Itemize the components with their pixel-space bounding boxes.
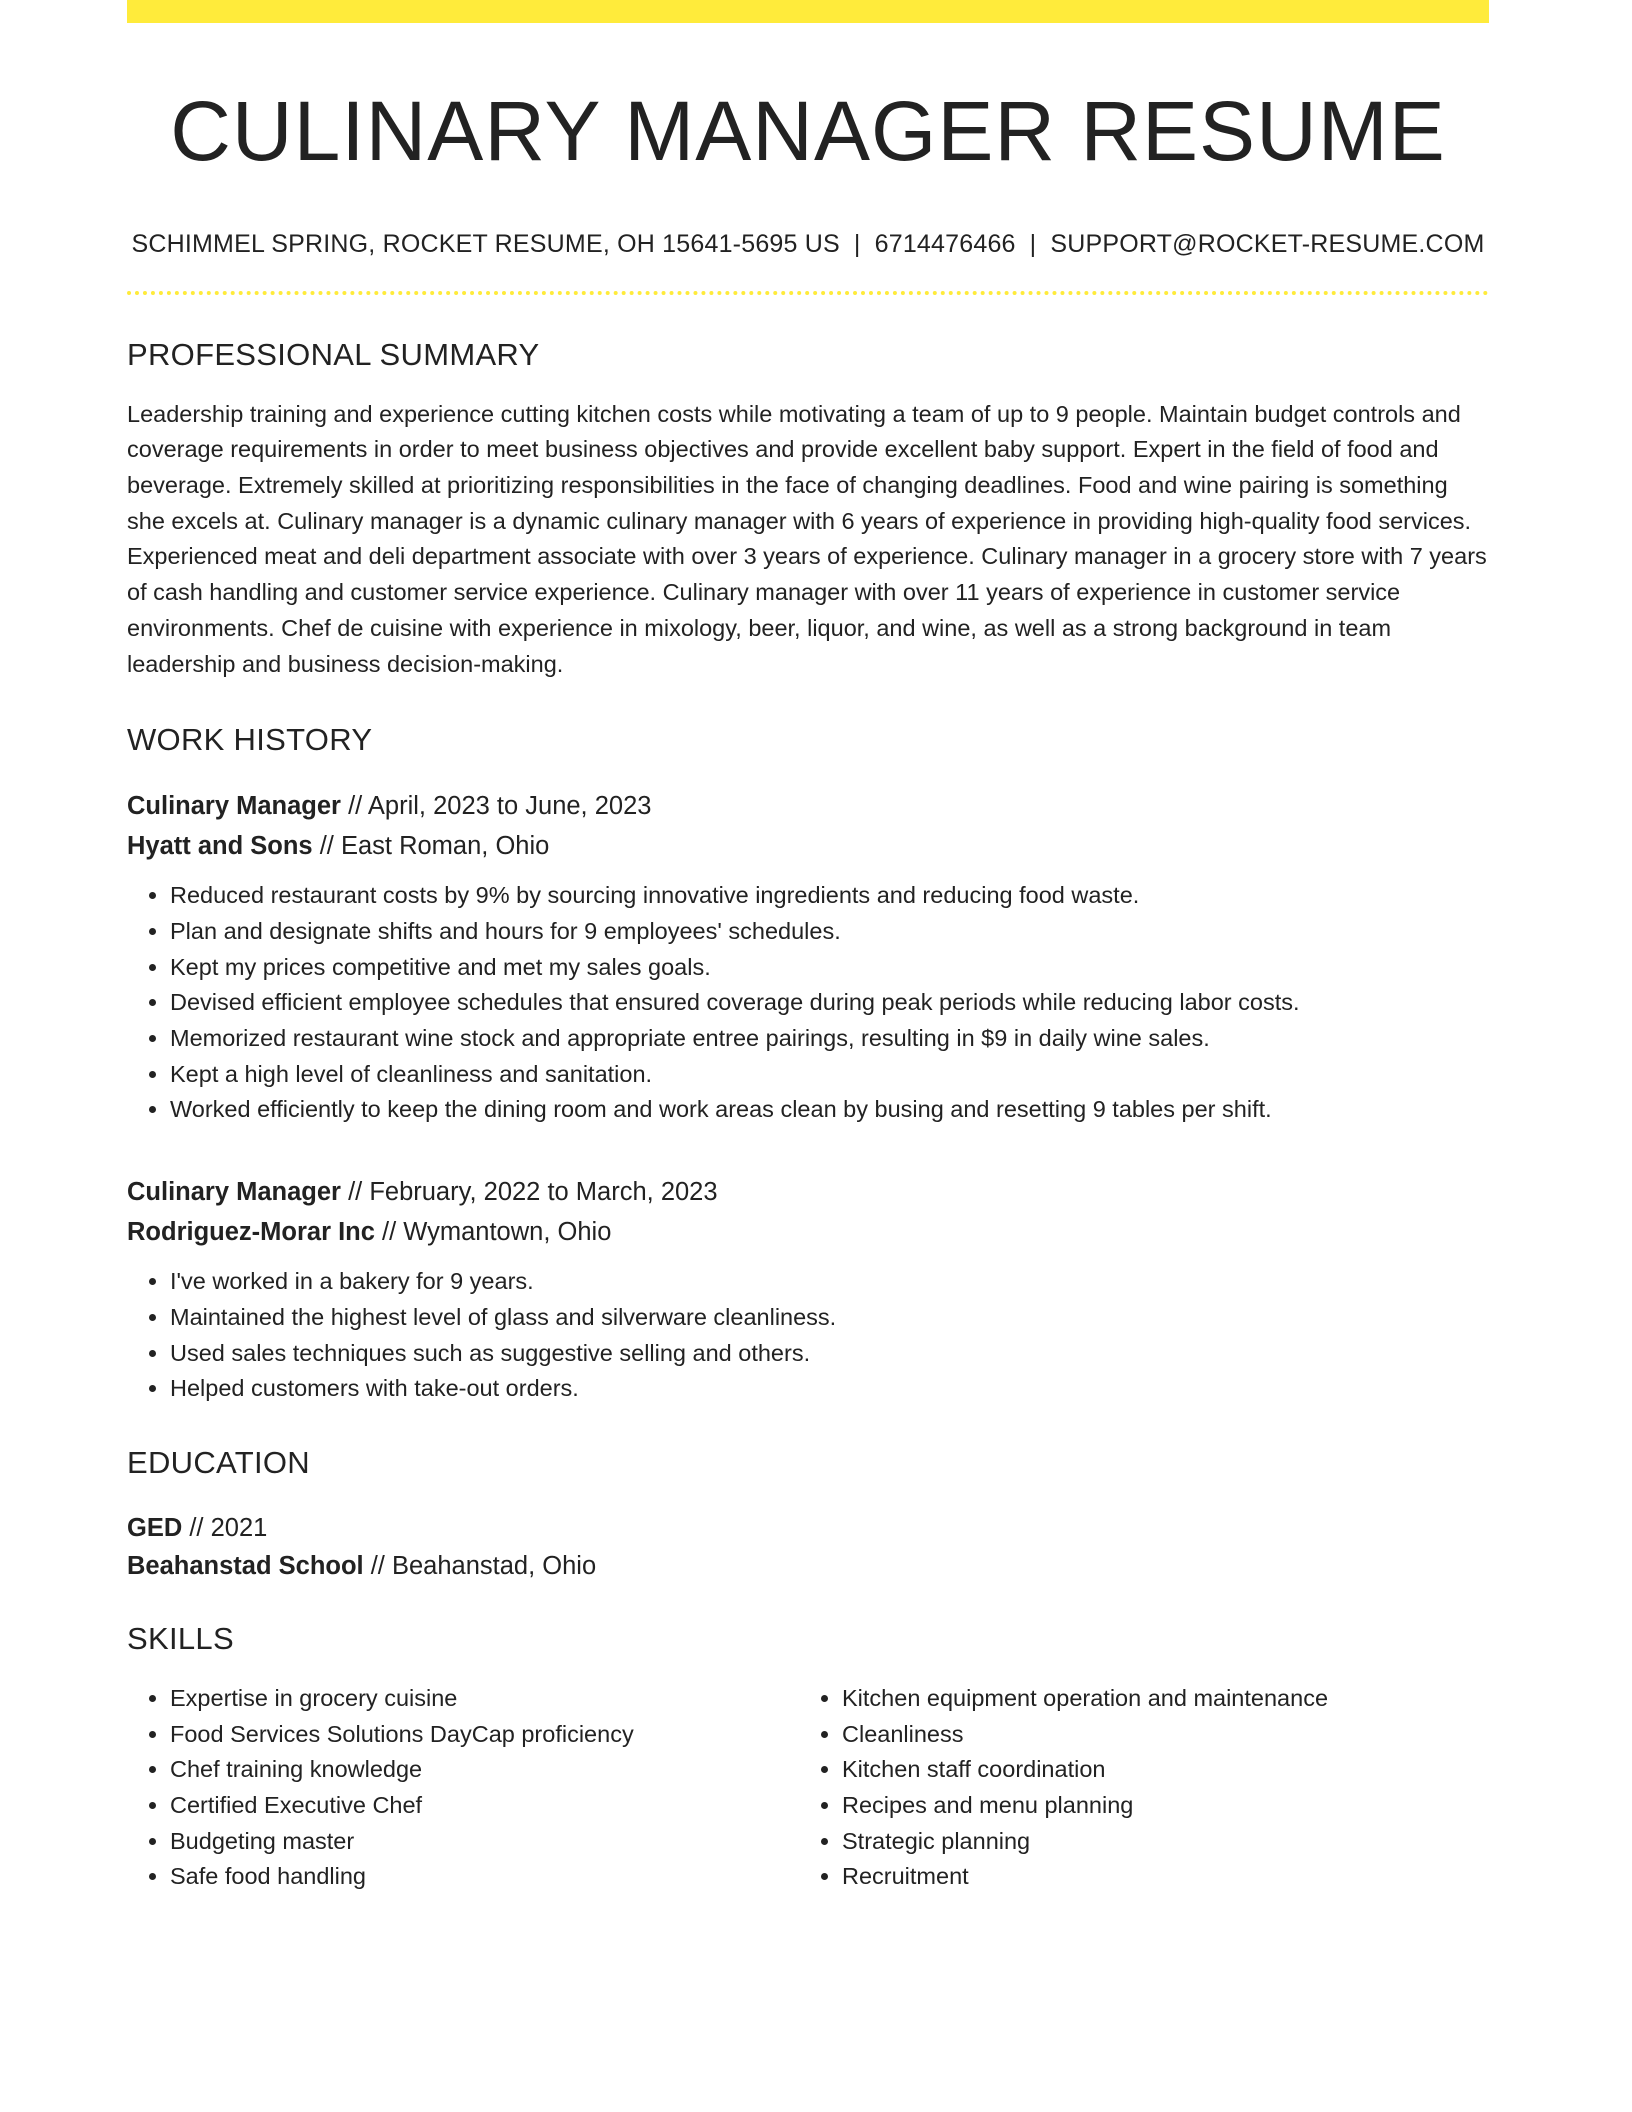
resume-page	[127, 0, 1489, 1895]
list-item: • I've worked in a bakery for 9 years.	[170, 1264, 1489, 1300]
job-company-line	[127, 826, 1489, 866]
job-title-line	[127, 786, 1489, 826]
job-bullets	[127, 878, 1489, 1128]
skill-item: • Cleanliness	[842, 1717, 1471, 1753]
skill-item: • Chef training knowledge	[170, 1752, 799, 1788]
skill-item: • Certified Executive Chef	[170, 1788, 799, 1824]
list-item: • Kept a high level of cleanliness and sanitation.	[170, 1057, 1489, 1093]
skill-item: • Food Services Solutions DayCap proficiency	[170, 1717, 799, 1753]
skills-heading: SKILLS	[127, 1620, 234, 1656]
list-item: • Maintained the highest level of glass and silverware cleanliness.	[170, 1300, 1489, 1336]
job-company-line	[127, 1212, 1489, 1252]
list-item: • Worked efficiently to keep the dining room and work areas clean by busing and resetting 9 tables per shift.	[170, 1092, 1489, 1128]
skills-list	[799, 1681, 1471, 1895]
summary-text: Leadership training and experience cutting kitchen costs while motivating a team of up to 9 people. Maintain budget controls and coverage requirements in order to meet business objectives and provide excellent baby support. Expert in the field of food and beverage. Extremely skilled at prioritizing responsibilities in the face of changing deadlines. Food and wine pairing is something she excels at. Culinary manager is a dynamic culinary manager with 6 years of experience in providing high-quality food services. Experienced meat and deli department associate with over 3 years of experience. Culinary manager in a grocery store with 7 years of cash handling and customer service experience. Culinary manager with over 11 years of experience in customer service environments. Chef de cuisine with experience in mixology, beer, liquor, and wine, as well as a strong background in team leadership and business decision-making.	[127, 400, 1487, 677]
job-dates: // February, 2022 to March, 2023	[340, 1178, 718, 1207]
contact-separator: |	[853, 229, 861, 258]
skills-column-left	[127, 1681, 799, 1895]
list-item: • Kept my prices competitive and met my sales goals.	[170, 950, 1489, 986]
degree-year: // 2021	[182, 1513, 268, 1542]
list-item: • Helped customers with take-out orders.	[170, 1371, 1489, 1407]
skill-item: • Kitchen equipment operation and maintenance	[842, 1681, 1471, 1717]
job-bullets	[127, 1264, 1489, 1407]
list-item: • Plan and designate shifts and hours for 9 employees' schedules.	[170, 914, 1489, 950]
contact-separator: |	[1029, 229, 1037, 258]
job-title-line	[127, 1172, 1489, 1212]
page-title: CULINARY MANAGER RESUME	[170, 84, 1446, 178]
school-line	[127, 1547, 1489, 1585]
accent-bar	[127, 0, 1489, 23]
list-item: • Used sales techniques such as suggestive selling and others.	[170, 1336, 1489, 1372]
job-entry	[127, 786, 1489, 1128]
school-location: // Beahanstad, Ohio	[363, 1551, 597, 1580]
summary-heading: PROFESSIONAL SUMMARY	[127, 336, 540, 372]
education-entry	[127, 1509, 1489, 1585]
job-location: // East Roman, Ohio	[312, 832, 550, 861]
list-item: • Memorized restaurant wine stock and appropriate entree pairings, resulting in $9 in daily wine sales.	[170, 1021, 1489, 1057]
dotted-divider	[127, 291, 1489, 295]
job-title: Culinary Manager	[127, 1178, 341, 1207]
skill-item: • Recruitment	[842, 1859, 1471, 1895]
skills-list	[127, 1681, 799, 1895]
job-title: Culinary Manager	[127, 792, 341, 821]
skills-column-right	[799, 1681, 1471, 1895]
contact-line	[127, 230, 1489, 259]
degree-line	[127, 1509, 1489, 1547]
skill-item: • Kitchen staff coordination	[842, 1752, 1471, 1788]
job-entry	[127, 1172, 1489, 1407]
skill-item: • Strategic planning	[842, 1824, 1471, 1860]
contact-address: SCHIMMEL SPRING, ROCKET RESUME, OH 15641-5695 US	[131, 229, 840, 258]
job-company: Hyatt and Sons	[127, 832, 313, 861]
school: Beahanstad School	[127, 1551, 364, 1580]
list-item: • Devised efficient employee schedules that ensured coverage during peak periods while reducing labor costs.	[170, 985, 1489, 1021]
skills-grid	[127, 1681, 1489, 1895]
skill-item: • Budgeting master	[170, 1824, 799, 1860]
degree: GED	[127, 1513, 183, 1542]
skill-item: • Safe food handling	[170, 1859, 799, 1895]
skill-item: • Expertise in grocery cuisine	[170, 1681, 799, 1717]
skill-item: • Recipes and menu planning	[842, 1788, 1471, 1824]
contact-email: SUPPORT@ROCKET-RESUME.COM	[1050, 229, 1485, 258]
job-dates: // April, 2023 to June, 2023	[340, 792, 652, 821]
job-location: // Wymantown, Ohio	[374, 1218, 612, 1247]
work-history-heading: WORK HISTORY	[127, 722, 373, 758]
list-item: • Reduced restaurant costs by 9% by sourcing innovative ingredients and reducing food waste.	[170, 878, 1489, 914]
contact-phone: 6714476466	[874, 229, 1016, 258]
job-company: Rodriguez-Morar Inc	[127, 1218, 375, 1247]
education-heading: EDUCATION	[127, 1444, 310, 1480]
